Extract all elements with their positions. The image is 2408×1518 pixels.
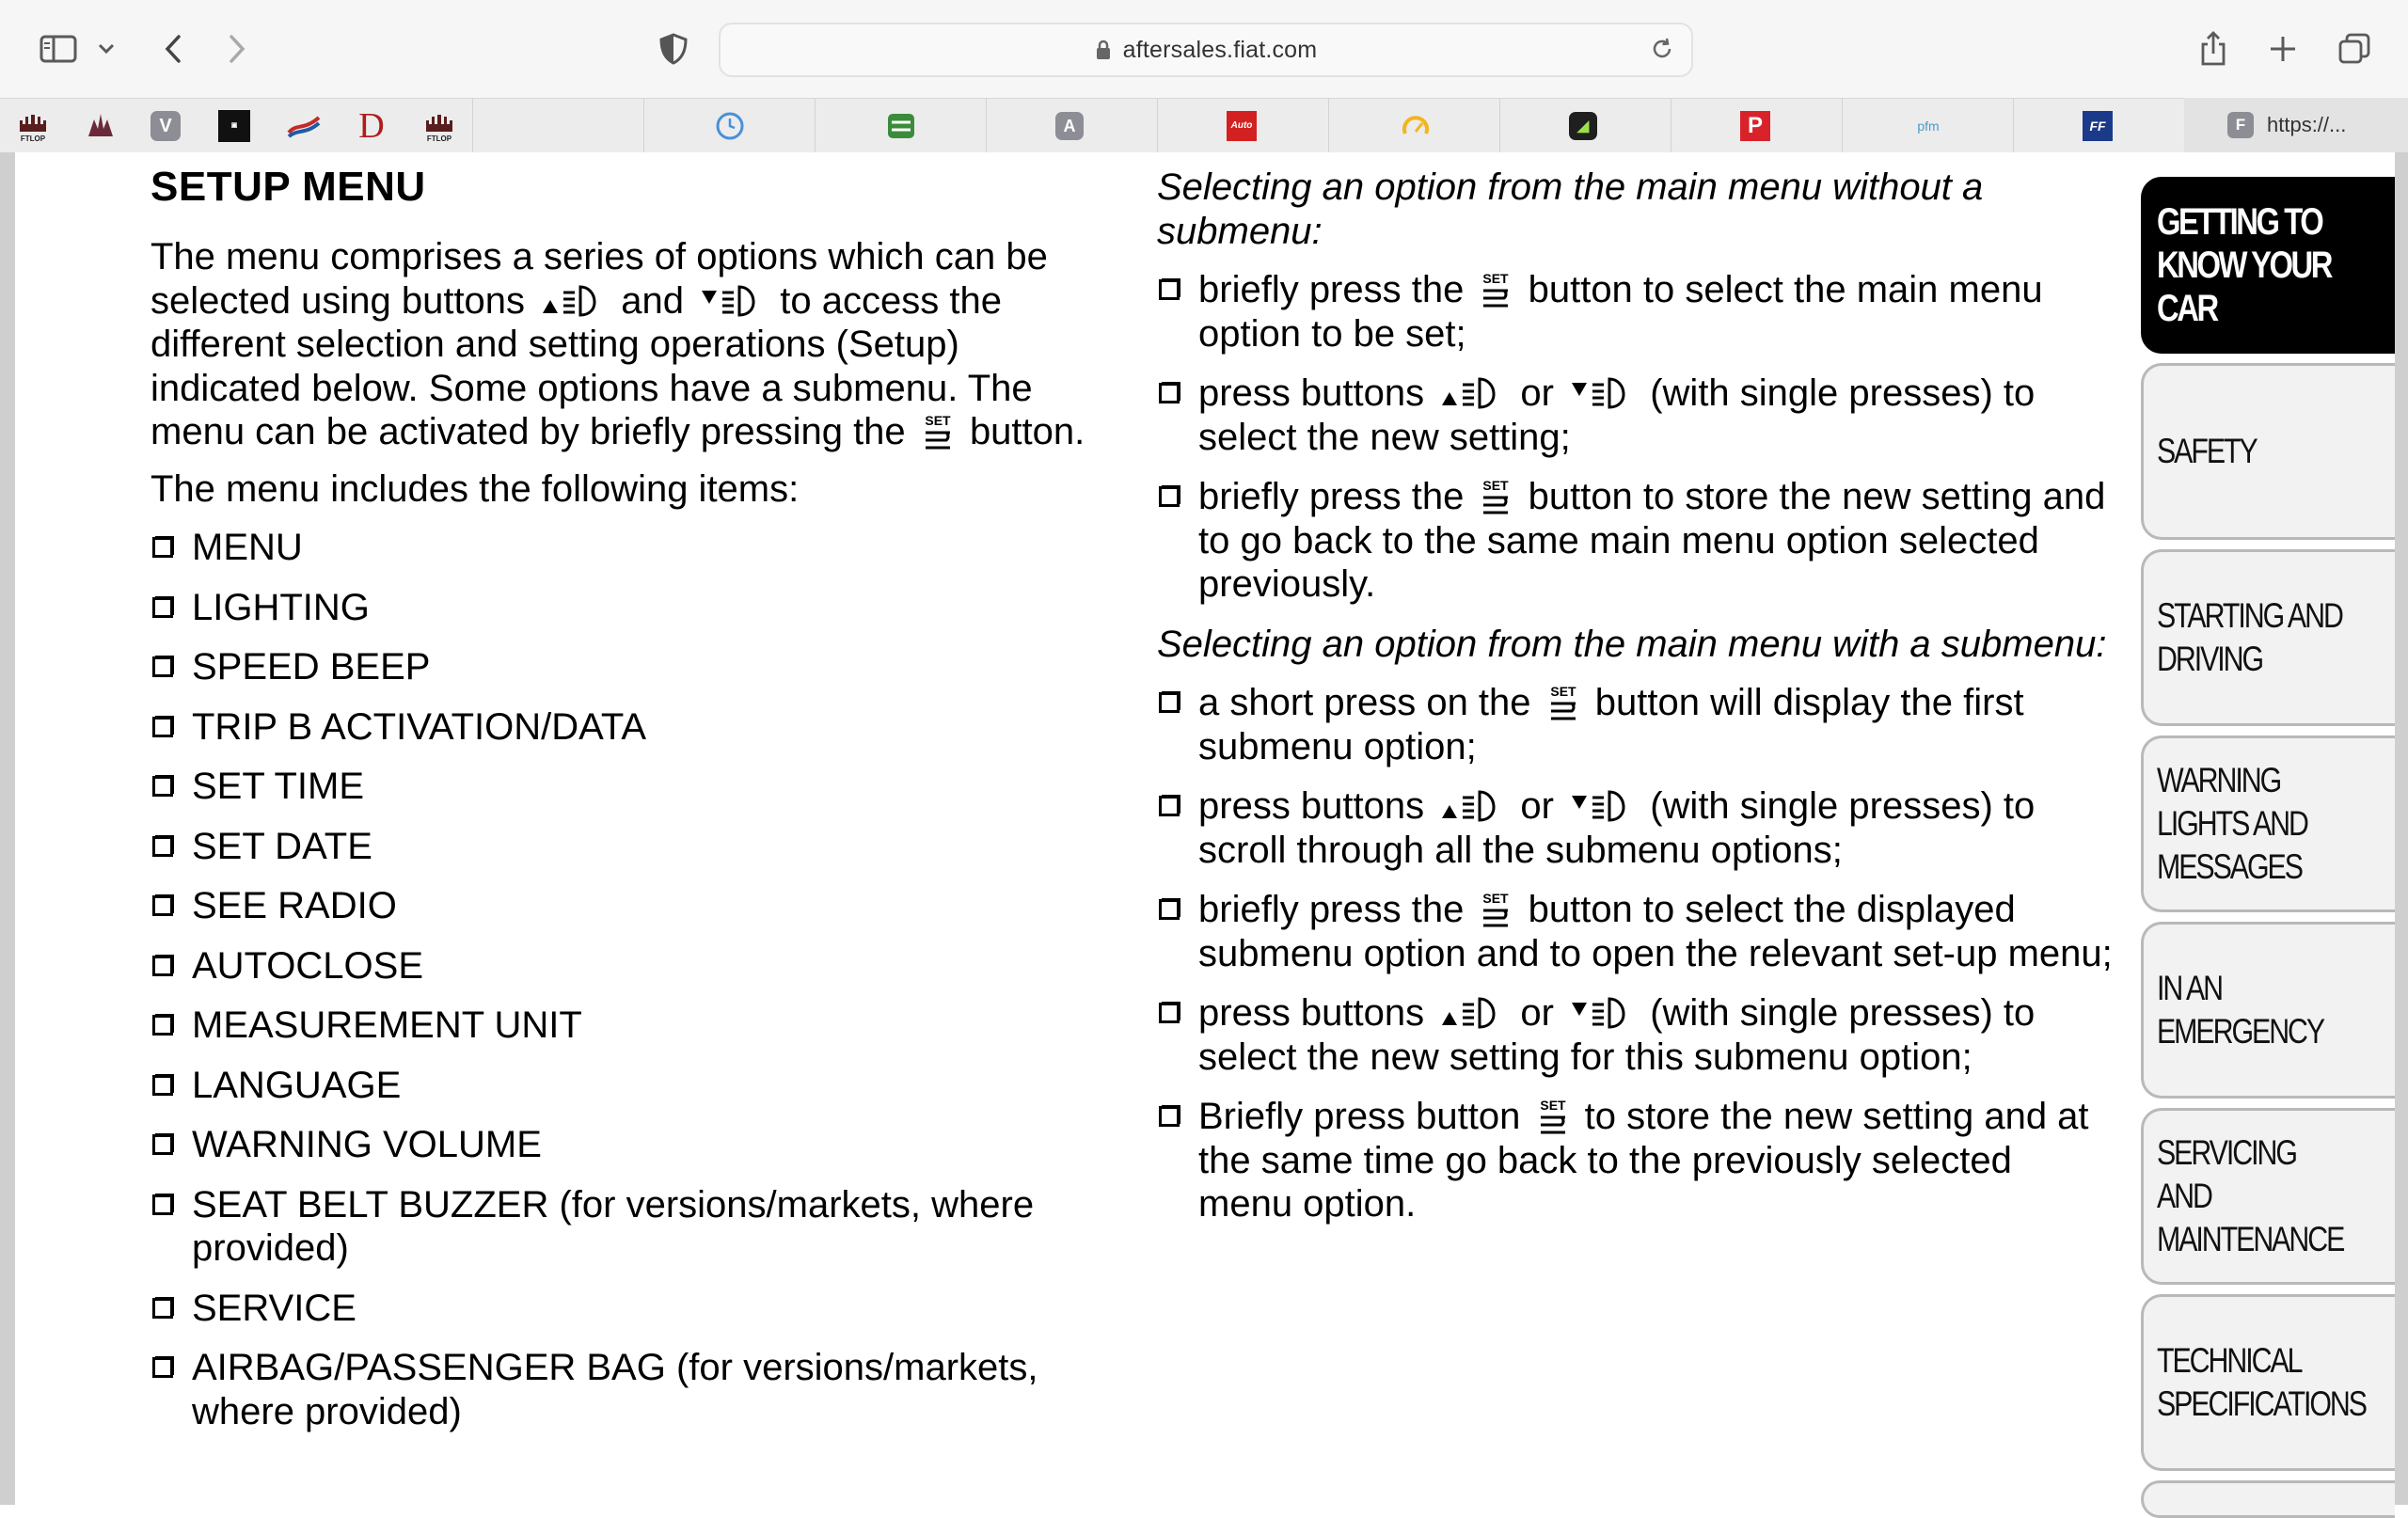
step-item: briefly press the SET button to store the new setting and to go back to the same main menu option selected previously. — [1157, 475, 2116, 607]
with-submenu-heading: Selecting an option from the main menu with a submenu: — [1157, 623, 2107, 665]
set-button-icon — [1535, 1097, 1571, 1134]
favorite-item[interactable] — [1055, 112, 1084, 140]
without-submenu-steps — [1157, 268, 2116, 607]
list-item: LANGUAGE — [150, 1064, 1101, 1108]
share-button[interactable] — [2192, 23, 2235, 75]
step-item: press buttons or (with single presses) to select the new setting for this submenu option; — [1157, 991, 2116, 1079]
ftlop-castle-icon — [422, 109, 456, 143]
intro-text: and — [621, 279, 685, 322]
section-title: SETUP MENU — [150, 164, 426, 210]
favorite-item[interactable] — [2083, 111, 2113, 141]
privacy-report-button[interactable] — [653, 23, 694, 75]
page-margin — [2395, 152, 2408, 1505]
f-icon: F — [2227, 112, 2254, 138]
set-button-icon — [920, 412, 956, 450]
set-button-icon — [1478, 270, 1513, 308]
favorite-item[interactable] — [1227, 111, 1257, 141]
sidebar-toggle-button[interactable] — [34, 23, 83, 75]
separator — [1328, 99, 1329, 153]
chapter-tab-in-an-emergency[interactable]: IN AN EMERGENCY — [2141, 922, 2395, 1099]
clock-icon — [715, 111, 745, 141]
set-button-icon — [1545, 683, 1581, 720]
chevron-left-icon — [164, 34, 182, 64]
step-item: briefly press the SET button to select the displayed submenu option and to open the relevant set-up menu; — [1157, 888, 2116, 975]
favorite-item[interactable] — [883, 108, 919, 144]
step-item: Briefly press button SET to store the new setting and at the same time go back to the previously selected menu option. — [1157, 1095, 2116, 1226]
list-item: AUTOCLOSE — [150, 944, 1101, 988]
favorite-item[interactable] — [286, 108, 322, 144]
url-text: aftersales.fiat.com — [1122, 36, 1318, 63]
auto-express-icon: Auto — [1230, 120, 1253, 131]
svg-text:SET: SET — [1482, 478, 1510, 493]
reload-icon[interactable] — [1650, 37, 1674, 61]
ftlop-castle-icon — [16, 109, 50, 143]
step-item: a short press on the SET button will display the first submenu option; — [1157, 681, 2116, 768]
favorites-bar — [0, 98, 2408, 154]
svg-text:SET: SET — [1550, 684, 1576, 699]
castle-icon — [85, 110, 117, 142]
chevron-right-icon — [228, 34, 246, 64]
separator — [2013, 99, 2014, 153]
chapter-tab-technical-specifications[interactable]: TECHNICAL SPECIFICATIONS — [2141, 1294, 2395, 1471]
sidebar-icon — [40, 34, 77, 64]
list-item: SERVICE — [150, 1287, 1101, 1331]
includes-label: The menu includes the following items: — [150, 467, 800, 510]
favorite-item[interactable] — [15, 108, 51, 144]
step-item: press buttons or (with single presses) to select the new setting; — [1157, 372, 2116, 459]
shield-icon — [659, 33, 688, 65]
chevron-down-icon — [98, 43, 115, 55]
down-lighting-button-icon — [698, 281, 766, 319]
with-submenu-steps — [1157, 681, 2116, 1226]
page-margin — [0, 152, 15, 1505]
chapter-tab-starting-and-driving[interactable]: STARTING AND DRIVING — [2141, 549, 2395, 726]
list-item: AIRBAG/PASSENGER BAG (for versions/markets, where provided) — [150, 1346, 1101, 1433]
tab-title: https://... — [2267, 113, 2347, 136]
list-item: WARNING VOLUME — [150, 1123, 1101, 1167]
sidebar-menu-button[interactable] — [92, 23, 120, 75]
chapter-tab-next[interactable] — [2141, 1480, 2395, 1518]
intro-text: The menu comprises a series of options which can be selected using buttons — [150, 236, 1048, 322]
chapter-tab-getting-to-know-your-car[interactable]: GETTING TO KNOW YOUR CAR — [2141, 177, 2395, 354]
svg-text:SET: SET — [1539, 1098, 1566, 1113]
separator — [1499, 99, 1500, 153]
list-item: SEE RADIO — [150, 884, 1101, 928]
favorite-item[interactable] — [1740, 111, 1770, 141]
dark-square-icon: ◢ — [1576, 119, 1590, 134]
chapter-tab-servicing-and-maintenance[interactable]: SERVICING AND MAINTENANCE — [2141, 1108, 2395, 1285]
browser-tab[interactable] — [2184, 98, 2408, 152]
svg-text:FTLOP: FTLOP — [20, 134, 46, 143]
intro-paragraph — [150, 235, 1101, 454]
favorite-item[interactable] — [218, 110, 250, 142]
a-icon: A — [1063, 116, 1076, 135]
browser-toolbar — [0, 0, 2408, 98]
lock-icon — [1095, 39, 1112, 61]
svg-text:SET: SET — [1482, 271, 1510, 286]
tabs-icon — [2338, 33, 2370, 65]
chapter-tab-safety[interactable]: SAFETY — [2141, 363, 2395, 540]
favorite-item[interactable] — [712, 108, 748, 144]
separator — [643, 99, 644, 153]
set-button-icon — [1478, 477, 1513, 514]
d-icon: D — [358, 106, 385, 146]
favorite-item[interactable] — [1398, 108, 1434, 144]
left-column — [150, 164, 1101, 1449]
up-lighting-button-icon — [539, 281, 607, 319]
list-item: TRIP B ACTIVATION/DATA — [150, 705, 1101, 750]
intro-text: button. — [969, 411, 1085, 452]
right-column — [1157, 166, 2116, 1242]
separator — [472, 99, 473, 153]
list-item: SPEED BEEP — [150, 645, 1101, 689]
list-item: SEAT BELT BUZZER (for versions/markets, where provided) — [150, 1183, 1101, 1271]
wave-icon — [287, 112, 321, 140]
svg-text:FTLOP: FTLOP — [426, 134, 452, 143]
without-submenu-heading: Selecting an option from the main menu without a submenu: — [1157, 166, 1984, 252]
stack-icon — [886, 111, 916, 141]
favorite-item[interactable] — [354, 108, 389, 144]
separator — [1842, 99, 1843, 153]
new-tab-button[interactable] — [2261, 23, 2305, 75]
list-item: SET DATE — [150, 825, 1101, 869]
document-page — [0, 152, 2408, 1505]
svg-text:SET: SET — [925, 413, 951, 428]
forward-button[interactable] — [214, 23, 260, 75]
step-item: press buttons or (with single presses) to scroll through all the submenu options; — [1157, 784, 2116, 872]
p-icon: P — [1747, 113, 1763, 138]
separator — [1157, 99, 1158, 153]
down-lighting-button-icon — [1568, 373, 1636, 411]
up-lighting-button-icon — [1438, 786, 1506, 824]
down-lighting-button-icon — [1568, 786, 1636, 824]
favorite-item[interactable] — [421, 108, 457, 144]
intro-text: to access the different selection and setting operations (Setup) indicated below. Some options have a submenu. The menu can be activated by briefly pressing the — [150, 279, 1033, 452]
favorite-item[interactable] — [1910, 108, 1946, 144]
pfm-icon: pfm — [1917, 119, 1940, 134]
separator — [986, 99, 987, 153]
ff-icon: FF — [2089, 119, 2106, 134]
up-lighting-button-icon — [1438, 993, 1506, 1031]
vintage-bottle-icon: ▣ — [230, 122, 238, 129]
favorite-item[interactable] — [1569, 112, 1597, 140]
v-icon: V — [159, 115, 172, 136]
list-item: LIGHTING — [150, 586, 1101, 630]
share-icon — [2199, 31, 2227, 67]
plus-icon — [2269, 35, 2297, 63]
down-lighting-button-icon — [1568, 993, 1636, 1031]
chapter-tab-warning-lights[interactable]: WARNING LIGHTS AND MESSAGES — [2141, 735, 2395, 912]
speed-icon — [1400, 113, 1432, 139]
set-button-icon — [1478, 890, 1513, 927]
favorite-item[interactable] — [83, 108, 119, 144]
back-button[interactable] — [150, 23, 196, 75]
separator — [815, 99, 816, 153]
list-item: MEASUREMENT UNIT — [150, 1004, 1101, 1048]
list-item: SET TIME — [150, 765, 1101, 809]
step-item: briefly press the SET button to select the main menu option to be set; — [1157, 268, 2116, 356]
tab-overview-button[interactable] — [2333, 23, 2376, 75]
svg-text:SET: SET — [1482, 891, 1510, 906]
list-item: MENU — [150, 526, 1101, 570]
up-lighting-button-icon — [1438, 373, 1506, 411]
menu-items-list — [150, 526, 1101, 1433]
favorite-item[interactable] — [150, 111, 181, 141]
address-bar[interactable] — [719, 23, 1693, 77]
